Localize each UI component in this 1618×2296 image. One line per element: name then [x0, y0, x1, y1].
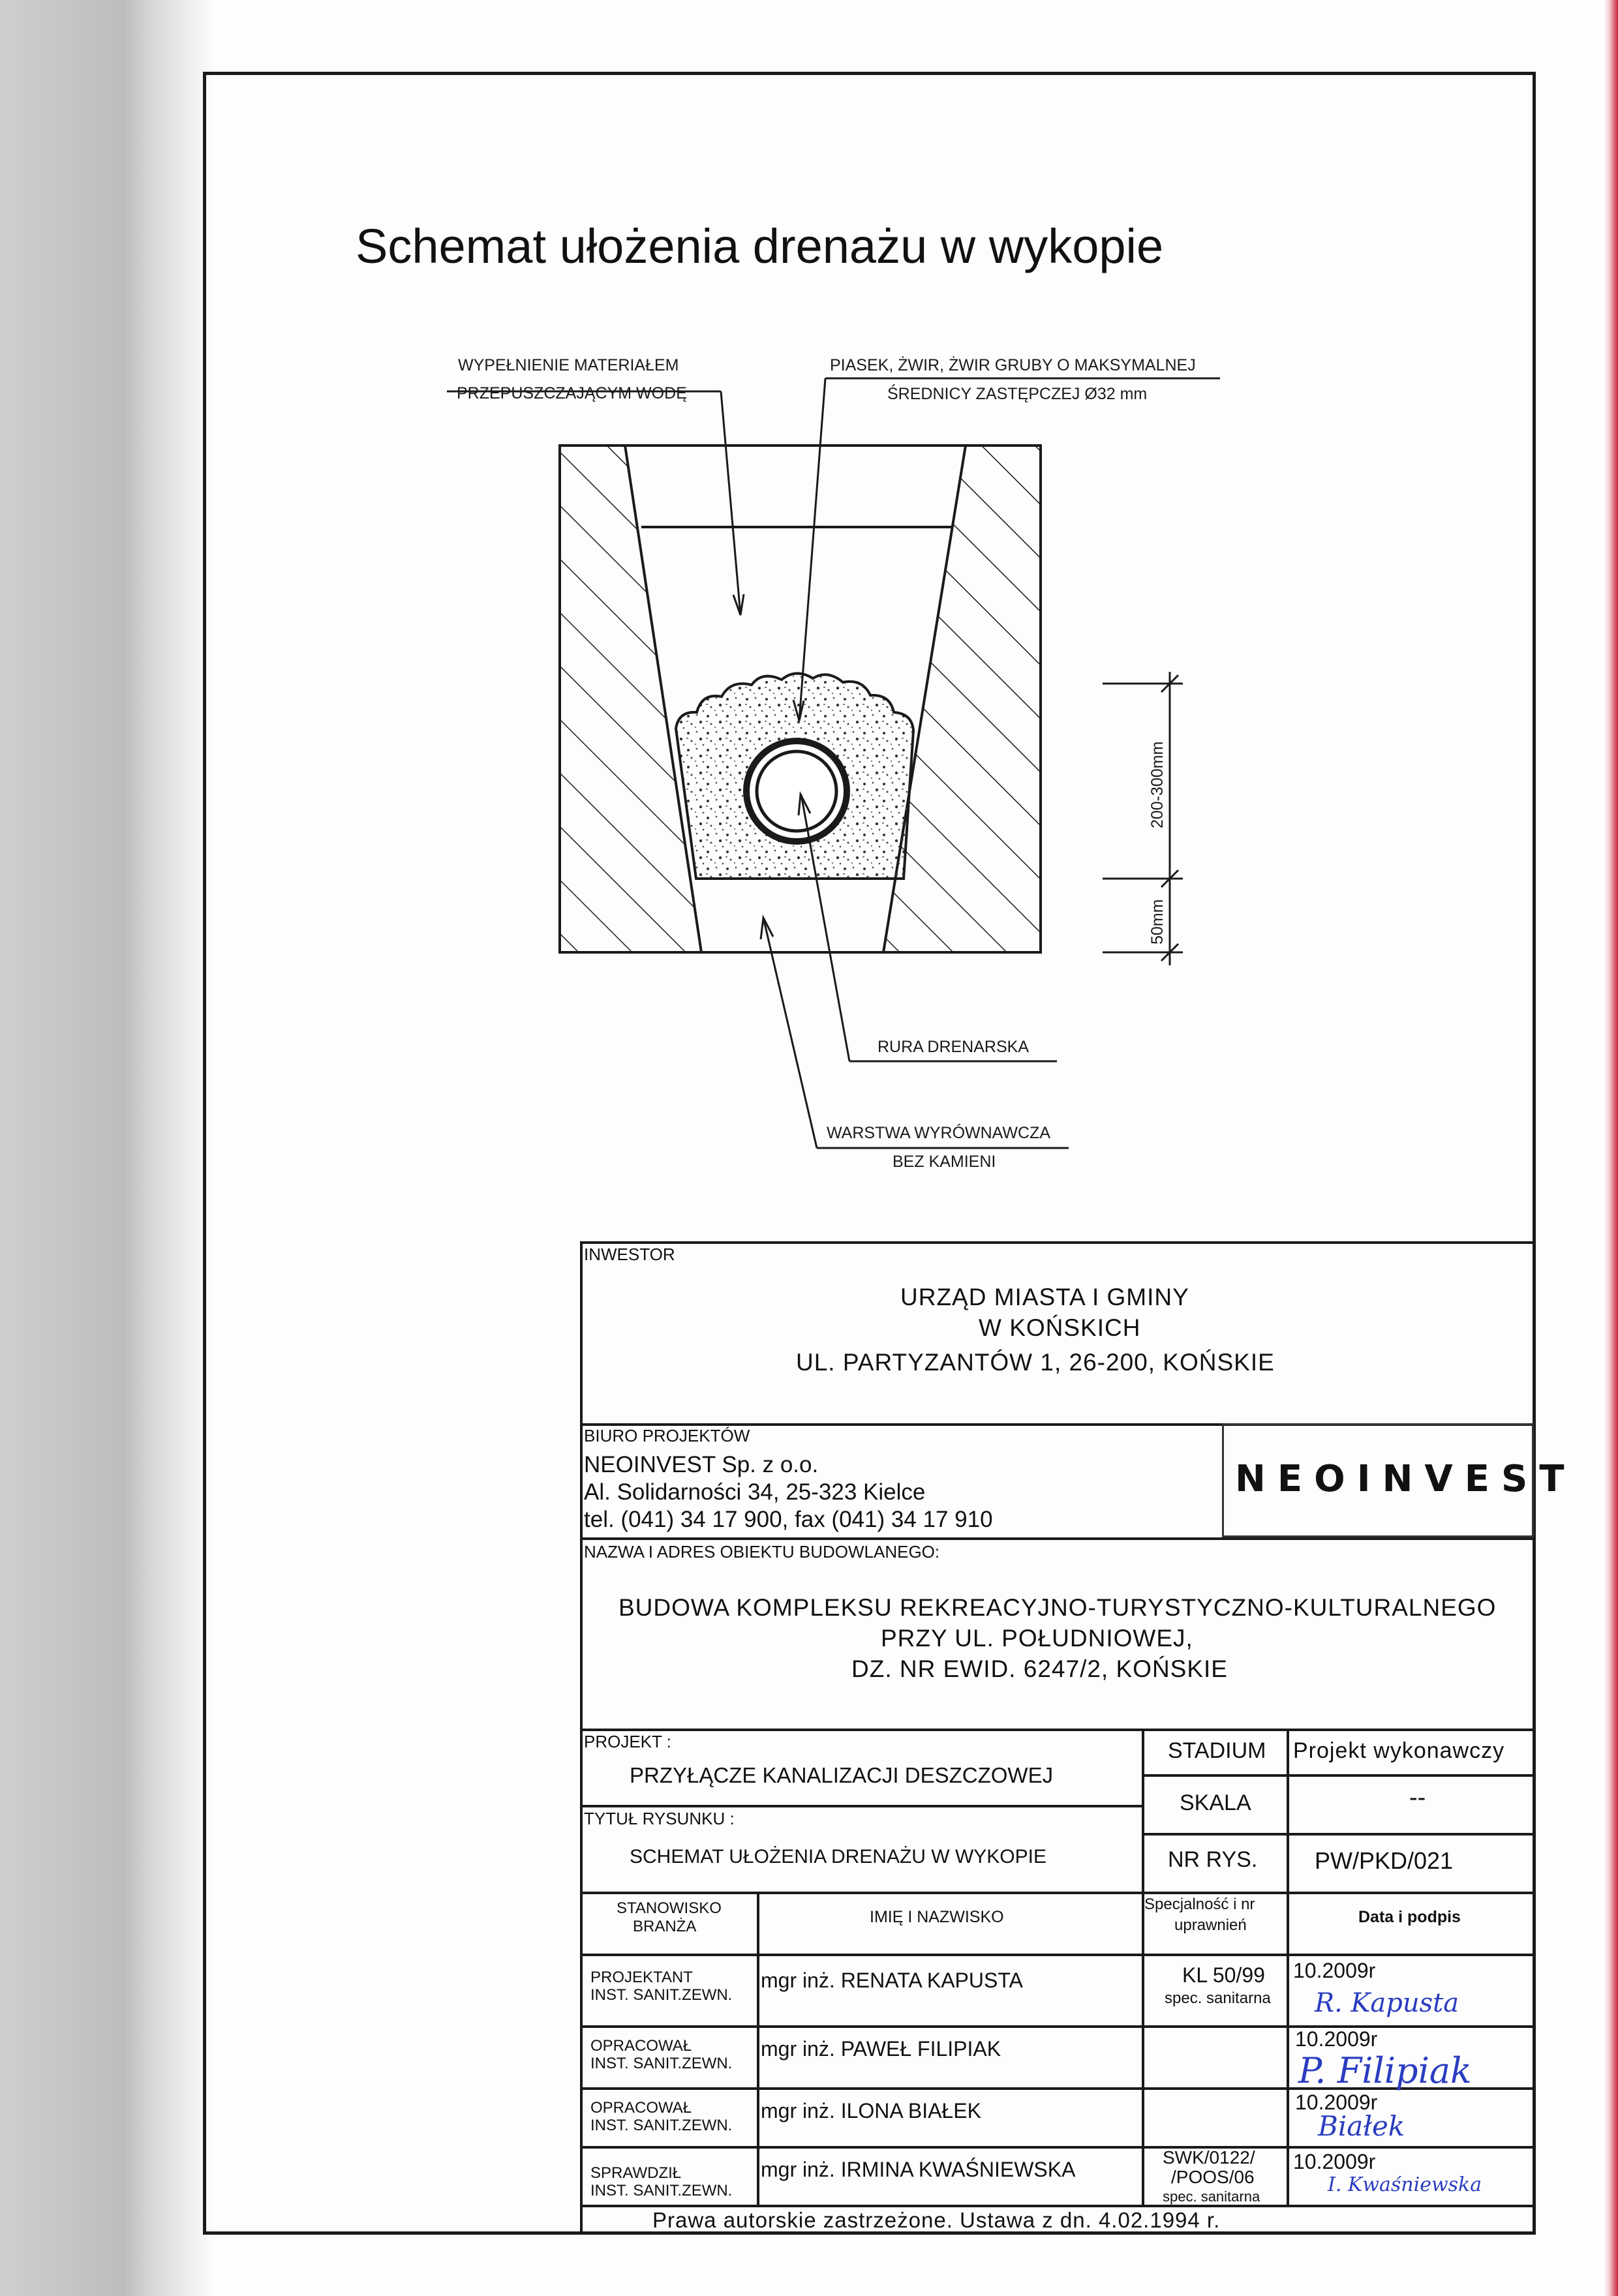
row1-role1: PROJEKTANT: [590, 1969, 693, 1986]
row4-role2: INST. SANIT.ZEWN.: [590, 2182, 733, 2199]
row4-role1: SPRAWDZIŁ: [590, 2164, 682, 2182]
row1-date: 10.2009r: [1293, 1959, 1376, 1982]
tb-line-row1: [580, 1954, 1534, 1956]
col-position-1: STANOWISKO: [617, 1899, 722, 1917]
col-name: IMIĘ I NAZWISKO: [870, 1908, 1004, 1926]
stadium-value: Projekt wykonawczy: [1293, 1738, 1505, 1763]
tb-vline-meta-values: [1287, 1729, 1289, 1892]
label-fill-1: WYPEŁNIENIE MATERIAŁEM: [458, 356, 679, 374]
drawing-no-label: NR RYS.: [1168, 1847, 1258, 1872]
dimension-lower: 50mm: [1148, 899, 1167, 944]
copyright-note: Prawa autorskie zastrzeżone. Ustawa z dn. 4.02.1994 r.: [652, 2208, 1221, 2232]
soil-left-hatch: [560, 446, 701, 952]
drawing-title: Schemat ułożenia drenażu w wykopie: [356, 219, 1164, 273]
office-line3: tel. (041) 34 17 900, fax (041) 34 17 910: [584, 1507, 993, 1532]
object-line3: DZ. NR EWID. 6247/2, KOŃSKIE: [851, 1655, 1228, 1682]
office-header: BIURO PROJEKTÓW: [584, 1426, 750, 1445]
row2-signature: P. Filipiak: [1298, 2050, 1472, 2091]
tb-line-project: [580, 1729, 1534, 1731]
row1-role2: INST. SANIT.ZEWN.: [590, 1986, 733, 2004]
row4-signature: I. Kwaśniewska: [1328, 2173, 1482, 2196]
row4-name: mgr inż. IRMINA KWAŚNIEWSKA: [761, 2158, 1076, 2181]
drawing-title-header: TYTUŁ RYSUNKU :: [584, 1809, 735, 1828]
row3-date: 10.2009r: [1295, 2091, 1378, 2114]
drawing-title-value: SCHEMAT UŁOŻENIA DRENAŻU W WYKOPIE: [630, 1846, 1046, 1867]
tb-vline-name: [1142, 1892, 1144, 2205]
label-gravel-2: ŚREDNICY ZASTĘPCZEJ Ø32 mm: [887, 385, 1148, 403]
object-line1: BUDOWA KOMPLEKSU REKREACYJNO-TURYSTYCZNO-KULTURALNEGO: [618, 1594, 1497, 1621]
tb-line-header: [580, 1892, 1534, 1894]
scale-label: SKALA: [1180, 1790, 1251, 1815]
dimension-upper: 200-300mm: [1148, 741, 1167, 828]
col-license-1: Specjalność i nr: [1144, 1896, 1255, 1913]
tb-line-bottom: [580, 2205, 1534, 2207]
row1-signature: R. Kapusta: [1315, 1988, 1459, 2018]
tb-top-border: [580, 1241, 1534, 1244]
stadium-label: STADIUM: [1168, 1738, 1266, 1763]
tb-vline-license: [1287, 1892, 1289, 2205]
row1-license2: spec. sanitarna: [1165, 1989, 1271, 2007]
project-header: PROJEKT :: [584, 1732, 671, 1751]
row2-role2: INST. SANIT.ZEWN.: [590, 2055, 733, 2072]
tb-vline-role: [757, 1892, 759, 2205]
row3-signature: Białek: [1318, 2110, 1405, 2142]
row3-name: mgr inż. ILONA BIAŁEK: [761, 2099, 981, 2122]
tb-line-object: [580, 1537, 1534, 1540]
label-pipe: RURA DRENARSKA: [878, 1038, 1029, 1056]
investor-line3: UL. PARTYZANTÓW 1, 26-200, KOŃSKIE: [796, 1349, 1275, 1376]
row2-role1: OPRACOWAŁ: [590, 2037, 692, 2055]
investor-line2: W KOŃSKICH: [979, 1314, 1141, 1341]
office-line1: NEOINVEST Sp. z o.o.: [584, 1452, 819, 1477]
label-gravel-1: PIASEK, ŻWIR, ŻWIR GRUBY O MAKSYMALNEJ: [830, 356, 1196, 374]
tb-line-row4: [580, 2146, 1534, 2149]
col-license-2: uprawnień: [1174, 1916, 1247, 1934]
row4-license2: /POOS/06: [1171, 2167, 1255, 2187]
neoinvest-logo-text: NEOINVEST: [1235, 1458, 1576, 1500]
object-header: NAZWA I ADRES OBIEKTU BUDOWLANEGO:: [584, 1542, 940, 1562]
row4-date: 10.2009r: [1293, 2150, 1376, 2173]
label-fill-2: PRZEPUSZCZAJĄCYM WODĘ: [457, 384, 687, 402]
row1-license1: KL 50/99: [1182, 1963, 1265, 1987]
col-date: Data i podpis: [1358, 1908, 1461, 1926]
office-line2: Al. Solidarności 34, 25-323 Kielce: [584, 1479, 926, 1505]
drawing-no-value: PW/PKD/021: [1315, 1847, 1454, 1874]
label-bed-1: WARSTWA WYRÓWNAWCZA: [827, 1124, 1051, 1142]
scale-value: --: [1409, 1784, 1426, 1811]
row4-license3: spec. sanitarna: [1163, 2188, 1260, 2205]
tb-line-row2: [580, 2025, 1534, 2028]
tb-left-border: [580, 1241, 583, 2234]
tb-vline-meta: [1142, 1729, 1144, 1892]
row4-license1: SWK/0122/: [1163, 2147, 1255, 2168]
col-position-2: BRANŻA: [633, 1918, 697, 1935]
row3-role2: INST. SANIT.ZEWN.: [590, 2117, 733, 2134]
row1-name: mgr inż. RENATA KAPUSTA: [761, 1969, 1023, 1992]
investor-line1: URZĄD MIASTA I GMINY: [900, 1284, 1189, 1310]
tb-line-scale: [1142, 1833, 1534, 1835]
dimension-lines: [1103, 672, 1183, 965]
row3-role1: OPRACOWAŁ: [590, 2099, 692, 2117]
tb-line-title: [580, 1805, 1142, 1807]
soil-right-hatch: [883, 446, 1041, 952]
tb-line-stadium: [1142, 1774, 1534, 1777]
label-bed-2: BEZ KAMIENI: [893, 1153, 996, 1171]
object-line2: PRZY UL. POŁUDNIOWEJ,: [881, 1625, 1193, 1652]
row2-date: 10.2009r: [1295, 2027, 1378, 2051]
drain-pipe-inner: [757, 751, 836, 831]
row2-name: mgr inż. PAWEŁ FILIPIAK: [761, 2037, 1001, 2061]
investor-header: INWESTOR: [584, 1245, 675, 1264]
project-value: PRZYŁĄCZE KANALIZACJI DESZCZOWEJ: [630, 1763, 1054, 1787]
